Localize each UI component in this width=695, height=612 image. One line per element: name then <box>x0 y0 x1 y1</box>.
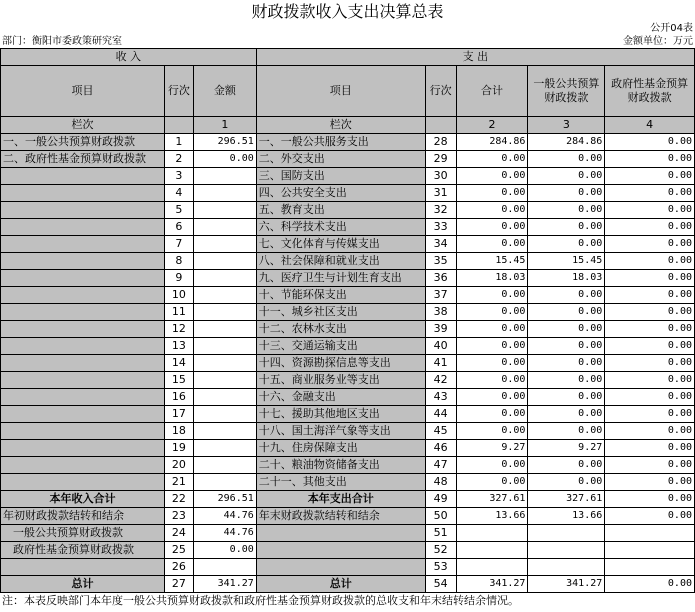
expense-general: 9.27 <box>528 440 605 457</box>
expense-total <box>456 542 528 559</box>
expense-total: 0.00 <box>456 423 528 440</box>
table-row <box>1 151 695 168</box>
expense-row-no: 47 <box>425 457 456 474</box>
income-item <box>1 253 165 270</box>
expense-item: 十四、资源勘探信息等支出 <box>256 355 425 372</box>
expense-general <box>528 525 605 542</box>
income-row-no: 15 <box>164 372 193 389</box>
expense-row-no: 54 <box>425 576 456 593</box>
col-number-2: 2 <box>456 117 528 134</box>
expense-general: 13.66 <box>528 508 605 525</box>
col-label-blank <box>164 117 193 134</box>
expense-total: 0.00 <box>456 406 528 423</box>
income-item: 本年收入合计 <box>1 491 165 508</box>
income-amount <box>193 168 256 185</box>
expense-total: 0.00 <box>456 219 528 236</box>
expense-general: 0.00 <box>528 474 605 491</box>
expense-item <box>256 542 425 559</box>
expense-row-no: 50 <box>425 508 456 525</box>
income-item <box>1 440 165 457</box>
expense-row-no: 53 <box>425 559 456 576</box>
expense-row-no: 32 <box>425 202 456 219</box>
expense-fund: 0.00 <box>605 338 695 355</box>
expense-row-no: 48 <box>425 474 456 491</box>
expense-fund: 0.00 <box>605 576 695 593</box>
expense-general: 341.27 <box>528 576 605 593</box>
expense-total: 15.45 <box>456 253 528 270</box>
table-row <box>1 287 695 304</box>
income-row-no: 18 <box>164 423 193 440</box>
table-row <box>1 406 695 423</box>
expense-fund: 0.00 <box>605 321 695 338</box>
expense-row-no: 49 <box>425 491 456 508</box>
income-amount <box>193 559 256 576</box>
expense-item: 十、节能环保支出 <box>256 287 425 304</box>
expense-fund <box>605 559 695 576</box>
expense-fund: 0.00 <box>605 202 695 219</box>
expense-item: 本年支出合计 <box>256 491 425 508</box>
expense-item: 十六、金融支出 <box>256 389 425 406</box>
col-label-blank-2 <box>425 117 456 134</box>
income-amount <box>193 236 256 253</box>
expense-fund-header: 政府性基金预算财政拨款 <box>605 66 695 117</box>
expense-general: 0.00 <box>528 457 605 474</box>
expense-general: 284.86 <box>528 134 605 151</box>
expense-fund: 0.00 <box>605 457 695 474</box>
income-item <box>1 304 165 321</box>
expense-section-header: 支 出 <box>256 49 694 66</box>
expense-total: 0.00 <box>456 168 528 185</box>
income-item: 二、政府性基金预算财政拨款 <box>1 151 165 168</box>
expense-general: 18.03 <box>528 270 605 287</box>
table-row <box>1 219 695 236</box>
department-label: 部门：衡阳市委政策研究室 <box>2 36 122 47</box>
income-amount <box>193 406 256 423</box>
expense-fund <box>605 525 695 542</box>
expense-item: 六、科学技术支出 <box>256 219 425 236</box>
expense-total: 284.86 <box>456 134 528 151</box>
income-amount: 44.76 <box>193 525 256 542</box>
table-row <box>1 474 695 491</box>
expense-row-no: 51 <box>425 525 456 542</box>
expense-fund: 0.00 <box>605 491 695 508</box>
income-row-no: 26 <box>164 559 193 576</box>
col-label-expense: 栏次 <box>256 117 425 134</box>
income-item: 一、一般公共预算财政拨款 <box>1 134 165 151</box>
expense-item-header: 项目 <box>256 66 425 117</box>
income-row-no: 4 <box>164 185 193 202</box>
expense-item: 七、文化体育与传媒支出 <box>256 236 425 253</box>
expense-fund: 0.00 <box>605 236 695 253</box>
income-item: 总计 <box>1 576 165 593</box>
expense-total: 0.00 <box>456 355 528 372</box>
expense-item: 十五、商业服务业等支出 <box>256 372 425 389</box>
income-row-no: 20 <box>164 457 193 474</box>
expense-general: 0.00 <box>528 287 605 304</box>
income-amount <box>193 304 256 321</box>
income-row-no: 17 <box>164 406 193 423</box>
expense-total: 0.00 <box>456 457 528 474</box>
table-row <box>1 270 695 287</box>
expense-row-no: 39 <box>425 321 456 338</box>
income-amount: 44.76 <box>193 508 256 525</box>
expense-fund: 0.00 <box>605 185 695 202</box>
expense-item: 九、医疗卫生与计划生育支出 <box>256 270 425 287</box>
income-row-no: 1 <box>164 134 193 151</box>
income-row-no: 8 <box>164 253 193 270</box>
expense-row-no: 36 <box>425 270 456 287</box>
expense-general: 0.00 <box>528 355 605 372</box>
income-item <box>1 219 165 236</box>
income-row-no: 14 <box>164 355 193 372</box>
expense-item: 十七、援助其他地区支出 <box>256 406 425 423</box>
col-label-income: 栏次 <box>1 117 165 134</box>
expense-item: 十一、城乡社区支出 <box>256 304 425 321</box>
expense-item: 年末财政拨款结转和结余 <box>256 508 425 525</box>
expense-row-no: 43 <box>425 389 456 406</box>
income-item: 年初财政拨款结转和结余 <box>1 508 165 525</box>
income-amount: 0.00 <box>193 542 256 559</box>
expense-general: 0.00 <box>528 372 605 389</box>
income-item <box>1 474 165 491</box>
income-amount <box>193 389 256 406</box>
expense-total: 9.27 <box>456 440 528 457</box>
expense-fund: 0.00 <box>605 304 695 321</box>
income-row-no: 22 <box>164 491 193 508</box>
unit-label: 金额单位：万元 <box>623 36 693 47</box>
expense-fund: 0.00 <box>605 168 695 185</box>
expense-item: 十二、农林水支出 <box>256 321 425 338</box>
expense-total: 327.61 <box>456 491 528 508</box>
expense-row-no: 42 <box>425 372 456 389</box>
expense-item: 二十、粮油物资储备支出 <box>256 457 425 474</box>
income-item: 一般公共预算财政拨款 <box>1 525 165 542</box>
expense-row-no: 34 <box>425 236 456 253</box>
expense-row-no: 37 <box>425 287 456 304</box>
expense-item <box>256 525 425 542</box>
income-item <box>1 236 165 253</box>
income-item <box>1 389 165 406</box>
expense-total: 0.00 <box>456 185 528 202</box>
expense-total: 0.00 <box>456 321 528 338</box>
table-row <box>1 253 695 270</box>
income-amount: 296.51 <box>193 491 256 508</box>
income-amount <box>193 355 256 372</box>
expense-fund: 0.00 <box>605 440 695 457</box>
income-amount: 341.27 <box>193 576 256 593</box>
income-row-no: 19 <box>164 440 193 457</box>
table-row <box>1 202 695 219</box>
table-row <box>1 355 695 372</box>
expense-general: 0.00 <box>528 236 605 253</box>
footnote: 注：本表反映部门本年度一般公共预算财政拨款和政府性基金预算财政拨款的总收支和年末结转结余情况。 <box>2 594 519 607</box>
income-item: 政府性基金预算财政拨款 <box>1 542 165 559</box>
expense-total: 0.00 <box>456 202 528 219</box>
table-row <box>1 134 695 151</box>
expense-general: 15.45 <box>528 253 605 270</box>
report-title: 财政拨款收入支出决算总表 <box>251 2 444 21</box>
table-row <box>1 559 695 576</box>
expense-general: 0.00 <box>528 304 605 321</box>
income-amount: 0.00 <box>193 151 256 168</box>
expense-item: 十九、住房保障支出 <box>256 440 425 457</box>
expense-row-no: 33 <box>425 219 456 236</box>
income-amount <box>193 440 256 457</box>
expense-fund: 0.00 <box>605 508 695 525</box>
expense-general: 0.00 <box>528 406 605 423</box>
income-item-header: 项目 <box>1 66 165 117</box>
expense-fund: 0.00 <box>605 219 695 236</box>
income-item <box>1 185 165 202</box>
expense-fund: 0.00 <box>605 151 695 168</box>
form-code: 公开04表 <box>650 23 693 34</box>
income-item <box>1 423 165 440</box>
expense-total: 0.00 <box>456 372 528 389</box>
income-item <box>1 338 165 355</box>
income-item <box>1 355 165 372</box>
expense-general: 0.00 <box>528 423 605 440</box>
table-row <box>1 389 695 406</box>
budget-table <box>0 48 695 593</box>
table-row <box>1 304 695 321</box>
table-row <box>1 338 695 355</box>
income-row-no: 24 <box>164 525 193 542</box>
expense-row-no: 30 <box>425 168 456 185</box>
expense-row-no: 46 <box>425 440 456 457</box>
income-row-no: 21 <box>164 474 193 491</box>
table-row <box>1 525 695 542</box>
income-amount <box>193 287 256 304</box>
expense-total <box>456 525 528 542</box>
income-amount <box>193 270 256 287</box>
table-row <box>1 508 695 525</box>
income-amount <box>193 457 256 474</box>
expense-fund <box>605 542 695 559</box>
income-row-no: 10 <box>164 287 193 304</box>
expense-item: 五、教育支出 <box>256 202 425 219</box>
income-row-no: 16 <box>164 389 193 406</box>
expense-general: 0.00 <box>528 321 605 338</box>
table-row <box>1 185 695 202</box>
expense-fund: 0.00 <box>605 372 695 389</box>
income-item <box>1 457 165 474</box>
expense-fund: 0.00 <box>605 423 695 440</box>
expense-general: 0.00 <box>528 168 605 185</box>
income-section-header: 收 入 <box>1 49 257 66</box>
income-row-no: 5 <box>164 202 193 219</box>
expense-total: 0.00 <box>456 287 528 304</box>
expense-item: 十八、国土海洋气象等支出 <box>256 423 425 440</box>
expense-total: 341.27 <box>456 576 528 593</box>
income-item <box>1 270 165 287</box>
income-amount <box>193 474 256 491</box>
expense-total: 18.03 <box>456 270 528 287</box>
income-amount <box>193 219 256 236</box>
expense-general: 0.00 <box>528 185 605 202</box>
table-row <box>1 372 695 389</box>
expense-general: 0.00 <box>528 389 605 406</box>
expense-item: 三、国防支出 <box>256 168 425 185</box>
expense-row-no: 31 <box>425 185 456 202</box>
expense-general: 0.00 <box>528 151 605 168</box>
expense-row-no: 45 <box>425 423 456 440</box>
expense-total: 0.00 <box>456 338 528 355</box>
expense-total <box>456 559 528 576</box>
table-row <box>1 457 695 474</box>
income-amount <box>193 338 256 355</box>
expense-general: 327.61 <box>528 491 605 508</box>
expense-total-header: 合计 <box>456 66 528 117</box>
income-item <box>1 406 165 423</box>
expense-general: 0.00 <box>528 202 605 219</box>
expense-total: 13.66 <box>456 508 528 525</box>
expense-total: 0.00 <box>456 474 528 491</box>
income-amount <box>193 372 256 389</box>
expense-rowno-header: 行次 <box>425 66 456 117</box>
expense-item: 二、外交支出 <box>256 151 425 168</box>
table-row <box>1 440 695 457</box>
expense-item: 四、公共安全支出 <box>256 185 425 202</box>
expense-item: 十三、交通运输支出 <box>256 338 425 355</box>
expense-row-no: 52 <box>425 542 456 559</box>
expense-row-no: 41 <box>425 355 456 372</box>
income-item <box>1 168 165 185</box>
expense-item: 八、社会保障和就业支出 <box>256 253 425 270</box>
expense-item <box>256 559 425 576</box>
income-item <box>1 321 165 338</box>
table-row <box>1 168 695 185</box>
col-number-4: 4 <box>605 117 695 134</box>
expense-row-no: 38 <box>425 304 456 321</box>
income-rowno-header: 行次 <box>164 66 193 117</box>
expense-fund: 0.00 <box>605 474 695 491</box>
expense-general: 0.00 <box>528 219 605 236</box>
income-row-no: 13 <box>164 338 193 355</box>
table-row <box>1 236 695 253</box>
expense-total: 0.00 <box>456 151 528 168</box>
income-amount <box>193 321 256 338</box>
expense-fund: 0.00 <box>605 287 695 304</box>
expense-fund: 0.00 <box>605 406 695 423</box>
income-item <box>1 202 165 219</box>
income-row-no: 6 <box>164 219 193 236</box>
income-row-no: 2 <box>164 151 193 168</box>
table-row <box>1 321 695 338</box>
col-number-1: 1 <box>193 117 256 134</box>
income-amount: 296.51 <box>193 134 256 151</box>
income-amount <box>193 185 256 202</box>
income-item <box>1 372 165 389</box>
expense-fund: 0.00 <box>605 253 695 270</box>
income-row-no: 27 <box>164 576 193 593</box>
table-row <box>1 423 695 440</box>
expense-row-no: 28 <box>425 134 456 151</box>
expense-row-no: 44 <box>425 406 456 423</box>
income-amount <box>193 423 256 440</box>
expense-item: 总计 <box>256 576 425 593</box>
expense-fund: 0.00 <box>605 134 695 151</box>
income-row-no: 3 <box>164 168 193 185</box>
expense-fund: 0.00 <box>605 355 695 372</box>
income-amount <box>193 202 256 219</box>
income-row-no: 25 <box>164 542 193 559</box>
expense-row-no: 40 <box>425 338 456 355</box>
expense-fund: 0.00 <box>605 270 695 287</box>
expense-item: 二十一、其他支出 <box>256 474 425 491</box>
income-row-no: 12 <box>164 321 193 338</box>
income-item <box>1 559 165 576</box>
table-row <box>1 576 695 593</box>
income-row-no: 23 <box>164 508 193 525</box>
expense-general <box>528 542 605 559</box>
table-row <box>1 542 695 559</box>
income-item <box>1 287 165 304</box>
expense-general: 0.00 <box>528 338 605 355</box>
table-row <box>1 491 695 508</box>
expense-total: 0.00 <box>456 236 528 253</box>
income-row-no: 11 <box>164 304 193 321</box>
income-row-no: 7 <box>164 236 193 253</box>
expense-total: 0.00 <box>456 389 528 406</box>
col-number-3: 3 <box>528 117 605 134</box>
expense-row-no: 35 <box>425 253 456 270</box>
expense-total: 0.00 <box>456 304 528 321</box>
expense-general-header: 一般公共预算财政拨款 <box>528 66 605 117</box>
expense-row-no: 29 <box>425 151 456 168</box>
income-row-no: 9 <box>164 270 193 287</box>
income-amount-header: 金额 <box>193 66 256 117</box>
expense-general <box>528 559 605 576</box>
income-amount <box>193 253 256 270</box>
expense-item: 一、一般公共服务支出 <box>256 134 425 151</box>
expense-fund: 0.00 <box>605 389 695 406</box>
